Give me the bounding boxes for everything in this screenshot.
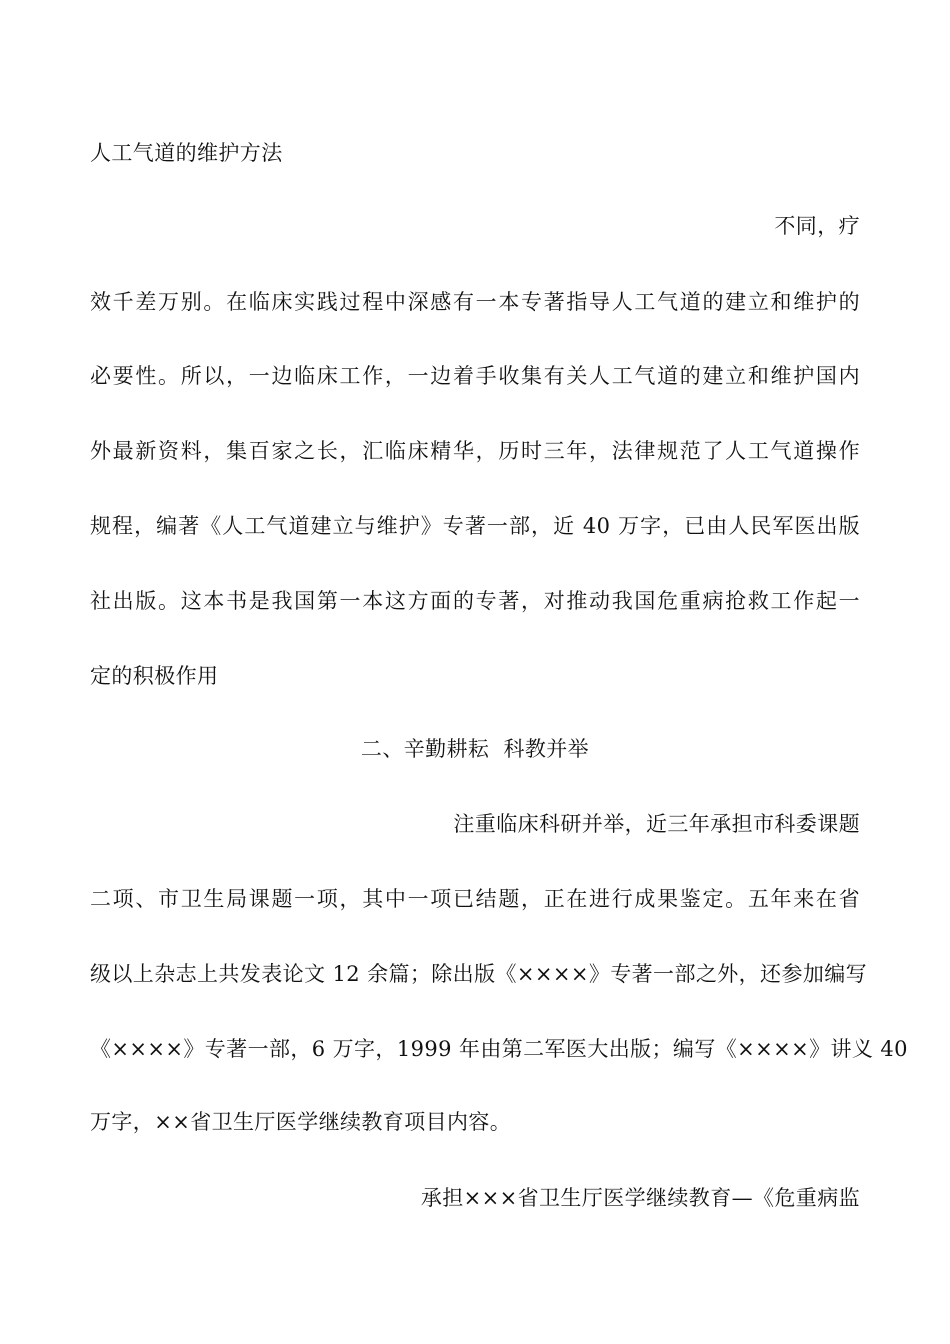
paragraph-1-line-4: 外最新资料，集百家之长，汇临床精华，历时三年，法律规范了人工气道操作 — [90, 439, 860, 463]
document-heading: 人工气道的维护方法 — [90, 141, 283, 165]
paragraph-1-line-5: 规程，编著《人工气道建立与维护》专著一部，近 40 万字，已由人民军医出版 — [90, 514, 860, 538]
paragraph-1-line-6: 社出版。这本书是我国第一本这方面的专著，对推动我国危重病抢救工作起一 — [90, 589, 860, 613]
paragraph-3-line-1: 承担×××省卫生厅医学继续教育—《危重病监 — [420, 1186, 860, 1210]
paragraph-1-line-3: 必要性。所以，一边临床工作，一边着手收集有关人工气道的建立和维护国内 — [90, 364, 860, 388]
paragraph-1-line-2: 效千差万别。在临床实践过程中深感有一本专著指导人工气道的建立和维护的 — [90, 290, 860, 314]
section-title: 二、辛勤耕耘 科教并举 — [360, 737, 590, 761]
paragraph-2-line-2: 二项、市卫生局课题一项，其中一项已结题，正在进行成果鉴定。五年来在省 — [90, 887, 860, 911]
paragraph-2-line-1: 注重临床科研并举，近三年承担市科委课题 — [453, 812, 860, 836]
paragraph-2-line-4: 《××××》专著一部，6 万字，1999 年由第二军医大出版；编写《××××》讲义 40 — [90, 1037, 908, 1061]
paragraph-2-line-3: 级以上杂志上共发表论文 12 余篇；除出版《××××》专著一部之外，还参加编写 — [90, 962, 868, 986]
paragraph-1-line-7: 定的积极作用 — [90, 664, 219, 688]
paragraph-2-line-5: 万字，××省卫生厅医学继续教育项目内容。 — [90, 1110, 512, 1134]
paragraph-1-line-1: 不同，疗 — [774, 214, 860, 238]
